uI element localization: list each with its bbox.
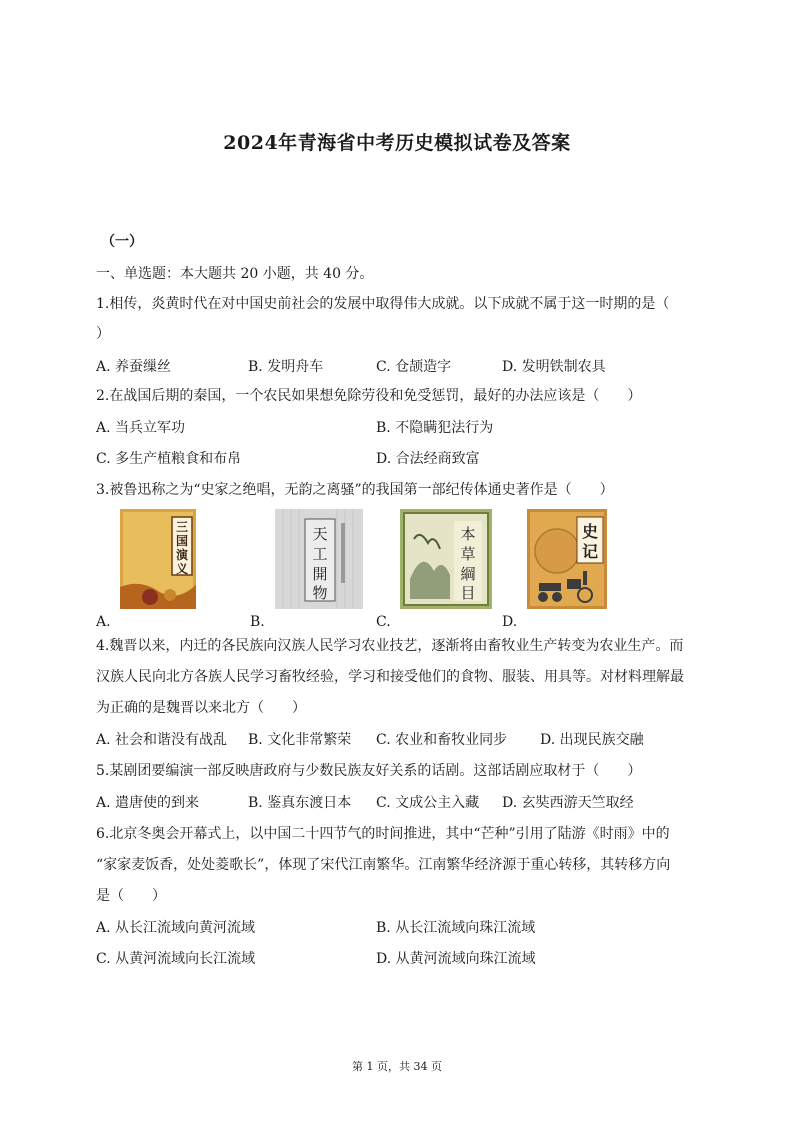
q5-option-a: A. 遣唐使的到来 (96, 795, 200, 811)
q2-option-b: B. 不隐瞒犯法行为 (376, 420, 494, 436)
svg-text:本: 本 (460, 525, 476, 543)
q2-option-d: D. 合法经商致富 (376, 451, 480, 467)
svg-text:国: 国 (175, 534, 189, 548)
q3-option-a: A. (96, 614, 111, 630)
page-title: 2024年青海省中考历史模拟试卷及答案 (223, 132, 571, 154)
q3-stem: 3.被鲁迅称之为“史家之绝唱，无韵之离骚”的我国第一部纪传体通史著作是（ ） (96, 482, 614, 498)
svg-text:三: 三 (175, 520, 189, 534)
q5-option-b: B. 鉴真东渡日本 (248, 795, 352, 811)
q6-stem-line2: “家家麦饭香，处处菱歌长”，体现了宋代江南繁华。江南繁华经济源于重心转移，其转移方向 (96, 857, 671, 873)
q1-option-c: C. 仓颉造字 (376, 359, 452, 375)
svg-text:草: 草 (460, 545, 476, 563)
q6-option-b: B. 从长江流域向珠江流域 (376, 920, 536, 936)
q4-option-b: B. 文化非常繁荣 (248, 732, 352, 748)
book-cover-shiji (527, 509, 607, 609)
q6-stem: 6.北京冬奥会开幕式上，以中国二十四节气的时间推进，其中“芒种”引用了陆游《时雨》中的 (96, 826, 670, 842)
q5-stem: 5.某剧团要编演一部反映唐政府与少数民族友好关系的话剧。这部话剧应取材于（ ） (96, 763, 642, 779)
q4-stem: 4.魏晋以来，内迁的各民族向汉族人民学习农业技艺，逐渐将由畜牧业生产转变为农业生产。而 (96, 638, 684, 654)
q4-option-d: D. 出现民族交融 (540, 732, 644, 748)
q1-stem: 1.相传，炎黄时代在对中国史前社会的发展中取得伟大成就。以下成就不属于这一时期的是（ (96, 296, 670, 312)
page-footer: 第 1 页，共 34 页 (352, 1060, 442, 1073)
q6-option-a: A. 从长江流域向黄河流域 (96, 920, 256, 936)
q3-option-c: C. (376, 614, 391, 630)
q2-option-a: A. 当兵立军功 (96, 420, 186, 436)
q5-option-c: C. 文成公主入藏 (376, 795, 480, 811)
q3-option-b: B. (250, 614, 265, 630)
q2-option-c: C. 多生产植粮食和布帛 (96, 451, 242, 467)
section-label: （一） (101, 234, 143, 250)
svg-text:记: 记 (581, 542, 599, 561)
q2-stem: 2.在战国后期的秦国，一个农民如果想免除劳役和免受惩罚，最好的办法应该是（ ） (96, 388, 642, 404)
svg-text:天: 天 (312, 525, 328, 543)
q1-option-b: B. 发明舟车 (248, 359, 324, 375)
svg-text:演: 演 (175, 548, 189, 562)
book-cover-sanguo (120, 509, 196, 609)
q4-option-c: C. 农业和畜牧业同步 (376, 732, 508, 748)
q1-option-a: A. 养蚕缫丝 (96, 359, 172, 375)
q6-option-c: C. 从黄河流域向长江流域 (96, 951, 256, 967)
svg-text:目: 目 (460, 584, 476, 602)
q4-stem-line2: 汉族人民向北方各族人民学习畜牧经验，学习和接受他们的食物、服装、用具等。对材料理解最 (96, 669, 684, 685)
instructions: 一、单选题：本大题共 20 小题，共 40 分。 (96, 266, 374, 282)
q6-option-d: D. 从黄河流域向珠江流域 (376, 951, 536, 967)
q1-option-d: D. 发明铁制农具 (502, 359, 606, 375)
svg-text:史: 史 (581, 522, 599, 541)
svg-text:綱: 綱 (460, 565, 476, 583)
svg-text:物: 物 (312, 584, 328, 602)
book-cover-tiangong (275, 509, 363, 609)
q4-stem-line3: 为正确的是魏晋以来北方（ ） (96, 700, 306, 716)
svg-text:义: 义 (175, 562, 189, 576)
q4-option-a: A. 社会和谐没有战乱 (96, 732, 228, 748)
q3-option-d: D. (502, 614, 518, 630)
svg-text:工: 工 (312, 545, 328, 563)
q1-stem-cont: ） (96, 326, 110, 342)
svg-text:開: 開 (312, 565, 328, 583)
book-cover-bencao (400, 509, 492, 609)
q6-stem-line3: 是（ ） (96, 888, 166, 904)
q5-option-d: D. 玄奘西游天竺取经 (502, 795, 634, 811)
